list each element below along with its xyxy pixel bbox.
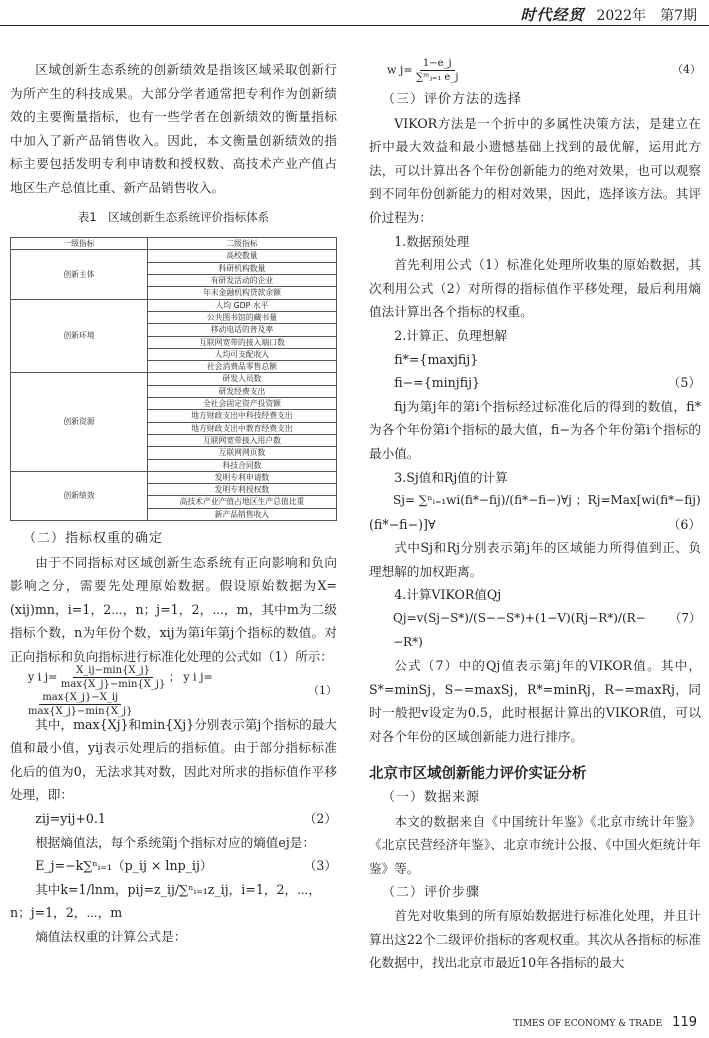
major-heading: 北京市区域创新能力评价实证分析 <box>369 765 587 782</box>
equation-5b: fi−={minjfij} （5） <box>394 375 701 391</box>
indicator-table <box>10 237 337 521</box>
table-caption: 表1 区域创新生态系统评价指标体系 <box>77 209 270 224</box>
table-cell-level2: 互联网网页数 <box>147 447 336 459</box>
table-cell-level2: 人均 GDP 水平 <box>147 299 336 311</box>
paragraph: 熵值法权重的计算公式是： <box>35 928 187 944</box>
section-heading: （三）评价方法的选择 <box>382 92 523 107</box>
table-cell-level2: 研发经费支出 <box>147 385 336 397</box>
paragraph: 公式（7）中的Qj值表示第j年的VIKOR值。其中，S*=minSj，S−=maxSj，R*=minRj，R−=maxRj，同时一般把v设定为0.5，此时根据计算出的VIKOR值，可以对各个年份的区域创新能力进行排序。 <box>369 658 701 745</box>
section-heading: （二）评价步骤 <box>382 884 481 900</box>
formula-1: y i j= $\frac{X\_ij-\min\{X\_j\}}{\max\{X\_j\}-\min\{X\_j\}}$ ； y i j= $\frac{\max\{X\_j\}-X\_ij}{\max\{X\_j\}-\min\{X\_j\}}$ （1） <box>28 664 337 717</box>
table-cell-level2: 社会消费品零售总额 <box>147 361 336 373</box>
equation-7: Qj=v(Sj−S*)/(S−−S*)+(1−V)(Rj−R*)/(R−−R*) （7） <box>393 611 701 649</box>
right-column <box>369 58 701 975</box>
table-header-level1: 一级指标 <box>11 238 148 250</box>
table-cell-level2: 研发人员数 <box>147 373 336 385</box>
paragraph: 其中k=1/lnm，pij=z_ij/∑ⁿᵢ₌₁z_ij，i=1，2，⋯，n；j=1，2，⋯，m <box>10 881 321 921</box>
formula-4: w j= $\frac{1-e\_j}{\text{∑ᵐⱼ₌₁ e\_j}}$ （4） <box>387 57 701 83</box>
table-cell-level2: 新产品销售收入 <box>147 508 336 520</box>
table-cell-level2: 科研机构数量 <box>147 262 336 274</box>
step-heading: 3.Sj值和Rj值的计算 <box>394 469 508 485</box>
table-row <box>11 373 337 385</box>
paragraph: 由于不同指标对区域创新生态系统有正向影响和负向影响之分，需要先处理原始数据。假设原始数据为X=(xij)mn，i=1，2⋯，n；j=1，2，⋯，m，其中m为二级指标个数，n为年份个数，xij为第i年第j个指标的数值。对正向指标和负向指标进行标准化处理的公式如（1）所示： <box>10 554 337 664</box>
journal-brand: 时代经贸 <box>520 6 585 24</box>
step-heading: 1.数据预处理 <box>394 233 470 249</box>
table-cell-level2: 发明专利授权数 <box>147 484 336 496</box>
page-header <box>0 0 709 26</box>
table-cell-level2: 互联网宽带接入用户数 <box>147 434 336 446</box>
step-heading: 2.计算正、负理想解 <box>394 327 507 343</box>
table-cell-level1: 创新环境 <box>11 299 148 373</box>
table-row <box>11 471 337 483</box>
issue-label: 2022年 第7期 <box>596 8 697 24</box>
equation-6a: Sj= ∑ⁿᵢ₌₁wi(fi*−fij)/(fi*−fi−)∀j ；Rj=Max[wi(fi*−fij) <box>393 493 701 508</box>
table-cell-level2: 移动电话的普及率 <box>147 324 336 336</box>
equation-2: zij=yij+0.1 （2） <box>35 810 337 826</box>
equation-5a: fi*={maxjfij} <box>394 351 479 367</box>
section-heading: （一）数据来源 <box>382 790 481 806</box>
table-row <box>11 250 337 262</box>
page-number: 119 <box>672 1015 697 1030</box>
table-cell-level2: 高校数量 <box>147 250 336 262</box>
paragraph: 其中，max{Xj}和min{Xj}分别表示第j个指标的最大值和最小值，yij表示处理后的指标值。由于部分指标标准化后的值为0，无法求其对数，因此对所求的指标值作平移处理，即： <box>10 716 337 803</box>
table-cell-level2: 发明专利申请数 <box>147 471 336 483</box>
table-cell-level2: 地方财政支出中科技经费支出 <box>147 410 336 422</box>
paragraph: 首先对收集到的所有原始数据进行标准化处理，并且计算出这22个二级评价指标的客观权重。其次从各指标的标准化数据中，找出北京市最近10年各指标的最大 <box>369 908 701 971</box>
table-cell-level2: 年末金融机构贷款余额 <box>147 287 336 299</box>
table-cell-level2: 地方财政支出中教育经费支出 <box>147 422 336 434</box>
table-cell-level2: 高技术产业产值占地区生产总值比重 <box>147 496 336 508</box>
equation-6b: (fi*−fi−)]∀ （6） <box>369 516 701 532</box>
table-cell-level2: 全社会固定资产投资额 <box>147 398 336 410</box>
paragraph: VIKOR方法是一个折中的多属性决策方法，是建立在折中最大效益和最小遗憾基础上找到的最优解，运用此方法，可以计算出各个年份创新能力的绝对效果，也可以观察到不同年份创新能力的相对效果，因此，选择该方法。其评价过程为： <box>369 115 701 225</box>
table-cell-level2: 科技合同数 <box>147 459 336 471</box>
section-heading: （二）指标权重的确定 <box>23 530 164 546</box>
step-heading: 4.计算VIKOR值Qj <box>394 587 502 603</box>
table-cell-level1: 创新绩效 <box>11 471 148 520</box>
paragraph: 首先利用公式（1）标准化处理所收集的原始数据，其次利用公式（2）对所得的指标值作平移处理，最后利用熵值法计算出各个指标的权重。 <box>369 257 701 320</box>
table-cell-level1: 创新主体 <box>11 250 148 299</box>
table-cell-level2: 有研发活动的企业 <box>147 275 336 287</box>
left-column <box>10 58 337 948</box>
table-cell-level2: 公共图书馆的藏书量 <box>147 311 336 323</box>
table-cell-level2: 互联网宽带的接入端口数 <box>147 336 336 348</box>
table-header-level2: 二级指标 <box>147 238 336 250</box>
journal-name: TIMES OF ECONOMY & TRADE <box>513 1019 663 1029</box>
paragraph: fij为第j年的第i个指标经过标准化后的得到的数值，fi*为各个年份第i个指标的最大值，fi−为各个年份第i个指标的最小值。 <box>369 398 701 461</box>
paragraph: 式中Sj和Rj分别表示第j年的区域能力所得值到正、负理想解的加权距离。 <box>369 540 701 579</box>
equation-3: E_j=−k∑ⁿᵢ₌₁（p_ij × lnp_ij） （3） <box>35 858 337 874</box>
paragraph: 本文的数据来自《中国统计年鉴》《北京市统计年鉴》《北京民营经济年鉴》、北京市统计公报、《中国火炬统计年鉴》等。 <box>369 813 701 876</box>
page-footer <box>513 1015 697 1030</box>
table-cell-level2: 人均可支配收入 <box>147 348 336 360</box>
paragraph: 区域创新生态系统的创新绩效是指该区域采取创新行为所产生的科技成果。大部分学者通常把专利作为创新绩效的主要衡量指标，也有一些学者在创新绩效的衡量指标中加入了新产品销售收入。因此，本文衡量创新绩效的指标主要包括发明专利申请数和授权数、高技术产业产值占地区生产总值比重、新产品销售收入。 <box>10 62 337 195</box>
table-cell-level1: 创新资源 <box>11 373 148 471</box>
paragraph: 根据熵值法，每个系统第j个指标对应的熵值ej是： <box>35 834 315 850</box>
table-row <box>11 299 337 311</box>
